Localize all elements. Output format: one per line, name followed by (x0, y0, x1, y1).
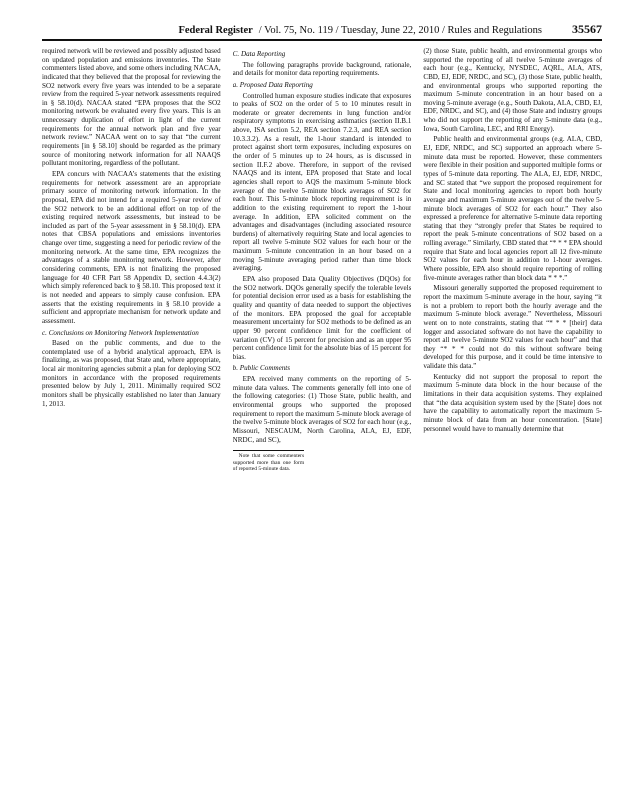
section-heading: b. Public Comments (232, 364, 291, 373)
page-header (42, 22, 602, 41)
column-3 (423, 47, 602, 799)
paragraph: Kentucky did not support the proposal to report the maximum 5-minute data block in the hour because of the limitations in their data acquisition systems. They explained that “the data acquisition system used by the [State] does not have the capability to automatically report the maximum 5-minute block of data from an hour concentration. [State] personnel would have to manually determine that (423, 372, 602, 433)
paragraph: Public health and environmental groups (e.g. ALA, CBD, EJ, EDF, NRDC, and SC) supported an approach where 5-minute data must be reported. However, these commenters were flexible in their position and supported multiple forms or types of 5-minute data reporting. The ALA, EJ, EDF, NRDC, and SC stated that “we support the proposed requirement for State and local monitoring agencies to report both hourly average and maximum 5-minute averages out of the twelve 5-minute block averages of SO2 for each hour.” They also expressed a preference for alternative 5-minute data reporting stating that they “strongly prefer that States be required to report the peak 5-minute concentrations of SO2 based on a rolling average.” Similarly, CBD stated that “* * * EPA should require that State and local agencies report all 12 five-minute SO2 values for each hour in addition to 1-hour averages. Where possible, EPA also should require reporting of rolling five-minute averages rather than block data * * *.” (423, 135, 602, 282)
section-heading: c. Conclusions on Monitoring Network Implementation (42, 328, 199, 337)
paragraph: Controlled human exposure studies indicate that exposures to peaks of SO2 on the order of 5 to 10 minutes result in moderate or greater decrements in lung function and/or respiratory symptoms in exercising asthmatics (section II.B.1 above, ISA section 5.2, REA section 7.2.3, and REA section 10.3.3.2). As a result, the 1-hour standard is intended to protect against short term exposures, including exposures on the order of 5 minutes up to 24 hours, as is discussed in section II.F.2 above. Therefore, in support of the revised NAAQS and its intent, EPA proposed that State and local agencies shall report to AQS the maximum 5-minute block average of the twelve 5-minute block averages of SO2 for each hour. This 5-minute block reporting requirement is in addition to the existing requirement to report the 1-hour average. In addition, EPA solicited comment on the advantages and disadvantages (including associated resource burdens) of alternatively requiring State and local agencies to report all twelve 5-minute SO2 values for each hour or the maximum 5-minute concentration in an hour based on a moving 5-minute averaging period rather than time block averaging. (232, 91, 412, 273)
paragraph: EPA received many comments on the reporting of 5-minute data values. The comments generally fell into one of the following categories: (1) Those State, public health, and environmental groups who supported the proposed requirement to report the maximum 5-minute block average of the twelve 5-minute block averages of SO2 for each hour (e.g., Missouri, NESCAUM, North Carolina, ALA, EJ, EDF, NRDC, and SC), (232, 375, 412, 444)
paragraph: Based on the public comments, and due to the contemplated use of a hybrid analytical approach, EPA is finalizing, as was proposed, that State and, where appropriate, local air monitoring agencies submit a plan for deploying SO2 monitors in accordance with the proposed requirements presented below by July 1, 2011. Minimally required SO2 monitors shall be physically established no later than January 1, 2013. (42, 339, 221, 408)
publication-title: Federal Register (178, 25, 253, 36)
text-columns (42, 47, 602, 799)
column-2 (233, 47, 412, 799)
section-heading: a. Proposed Data Reporting (232, 80, 313, 89)
page-number: 35567 (572, 22, 602, 36)
section-heading: C. Data Reporting (232, 50, 286, 58)
issue-line: / Vol. 75, No. 119 / Tuesday, June 22, 2010 / Rules and Regulations (258, 25, 542, 36)
column-1 (42, 47, 221, 799)
paragraph: required network will be reviewed and possibly adjusted based on updated population and emissions inventories. The State commenters listed above, and some others including NACAA, indicated that they believed that the proposal for reviewing the SO2 network every five years was intended to be a separate review from the required 5-year network assessments required in § 58.10(d). NACAA stated “EPA proposes that the SO2 monitoring network be evaluated every five years. This is an unnecessary duplication of effort in light of the current requirements for the annual network plan and five year network review.” NACAA went on to say that “the current requirements [in § 58.10] should be regarded as the primary source of monitoring network information for all NAAQS pollutant monitoring, regardless of the pollutant. (42, 47, 221, 168)
paragraph: EPA concurs with NACAA’s statements that the existing requirements for network assessment are an appropriate primary source of monitoring network information. In the proposal, EPA did not intend for a required 5-year review of the SO2 network to be an additional effort on top of the existing required network assessments, but instead to be included as part of the 5-year assessment in § 58.10(d). EPA notes that CBSA populations and emissions inventories change over time, suggesting a need for periodic review of the monitoring network. At the same time, EPA recognizes the advantages of a stable monitoring network. However, after considering comments, EPA is not finalizing the proposed language for 40 CFR Part 58 Appendix D, section 4.4.3(2) which simply referenced back to § 58.10. This proposed text it is not needed and appears to simply cause confusion. EPA asserts that the existing requirements in § 58.10 provide a sufficient and appropriate mechanism for network update and assessment. (42, 169, 221, 325)
paragraph: The following paragraphs provide background, rationale, and details for monitor data reporting requirements. (232, 60, 412, 78)
paragraph: EPA also proposed Data Quality Objectives (DQOs) for the SO2 network. DQOs generally specify the tolerable levels for potential decision error used as a basis for establishing the quality and quantity of data needed to support the objectives of the monitors. EPA proposed the goal for acceptable measurement uncertainty for SO2 methods to be defined as an upper 90 percent confidence limit for the coefficient of variation (CV) of 15 percent for precision and as an upper 95 percent confidence limit for the absolute bias of 15 percent for bias. (232, 275, 412, 361)
footnote: Note that some commenters supported more than one form of reported 5-minute data. (233, 450, 304, 473)
paragraph: (2) those State, public health, and environmental groups who supported the reporting of all twelve 5-minute averages of each hour (e.g., Kentucky, NYSDEC, AQRL, ALA, ATS, CBD, EJ, EDF, NRDC, and SC), (3) those State, public health, and environmental groups who supported reporting the maximum 5-minute concentration in an hour based on a moving 5-minute average (e.g., South Dakota, ALA, CBD, EJ, EDF, NRDC, and SC), and (4) those State and industry groups who did not support the reporting of any 5-minute data (e.g., Iowa, South Carolina, LEC, and RRI Energy). (423, 47, 602, 133)
paragraph: Missouri generally supported the proposed requirement to report the maximum 5-minute average in the hour, saying “it is not a problem to report both the hourly average and the maximum 5-minute block average.” Nevertheless, Missouri went on to note constraints, stating that “* * * [their] data logger and associated software do not have the capability to report all twelve 5-minute SO2 values for each hour” and that they “* * * could not do this without software being developed for this purpose, and it could be time intensive to validate this data.” (423, 284, 602, 371)
